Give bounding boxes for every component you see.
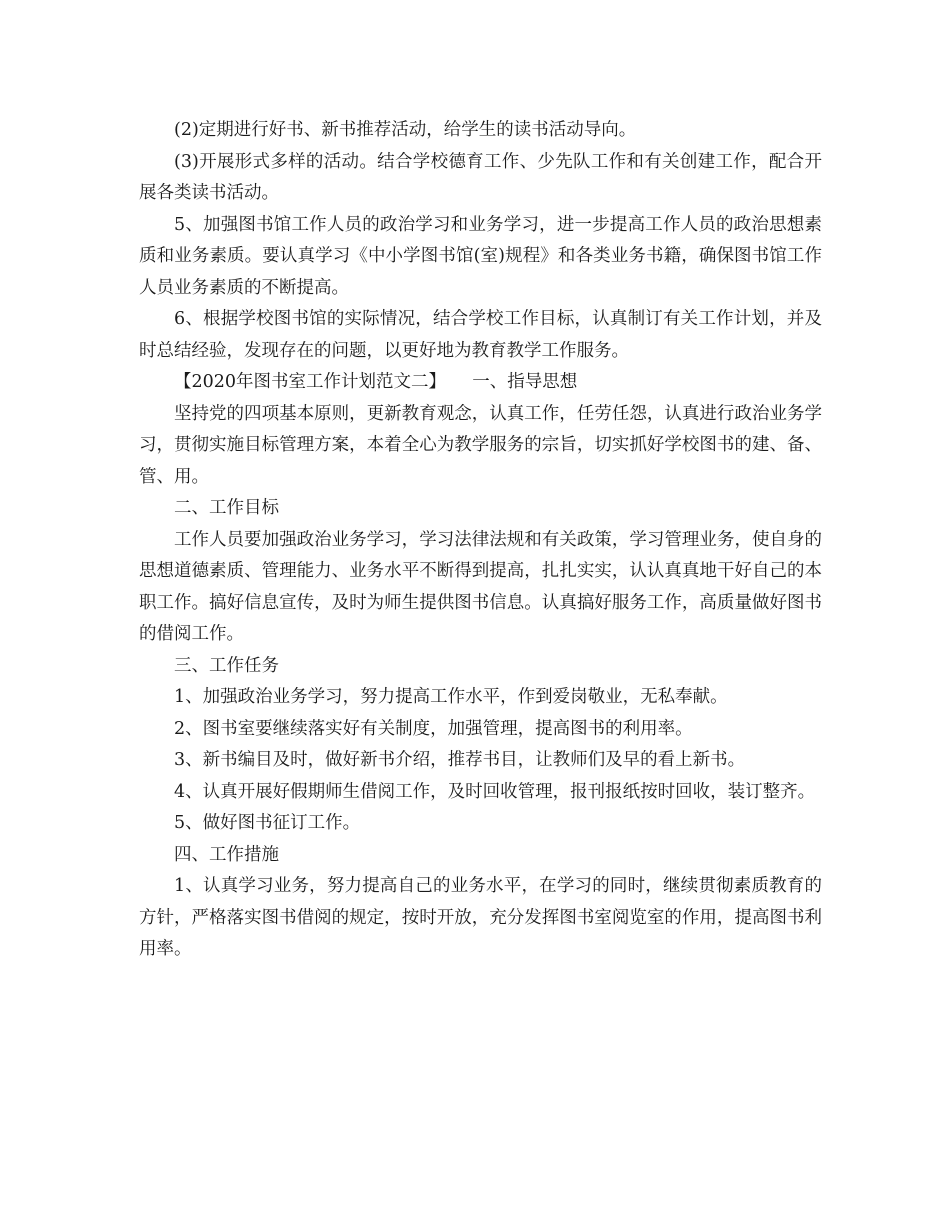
task-item-5: 5、做好图书征订工作。 [174, 813, 361, 833]
paragraph-work-goals: 工作人员要加强政治业务学习，学习法律法规和有关政策，学习管理业务，使自身的思想道德素质、管理能力、业务水平不断得到提高，扎扎实实，认认真真地干好自己的本职工作。搞好信息宣传，及时为师生提供图书信息。认真搞好服务工作，高质量做好图书的借阅工作。 [139, 529, 822, 644]
task-item-3: 3、新书编目及时，做好新书介绍，推荐书目，让教师们及早的看上新书。 [174, 750, 746, 770]
task-item-2: 2、图书室要继续落实好有关制度，加强管理，提高图书的利用率。 [174, 718, 693, 739]
paragraph-3-activities: (3)开展形式多样的活动。结合学校德育工作、少先队工作和有关创建工作，配合开展各类读书活动。 [139, 151, 822, 203]
heading-work-tasks: 三、工作任务 [174, 655, 279, 676]
paragraph-guiding-thought: 坚持党的四项基本原则，更新教育观念，认真工作，任劳任怨，认真进行政治业务学习，贯彻实施目标管理方案，本着全心为教学服务的宗旨，切实抓好学校图书的建、备、管、用。 [139, 403, 822, 487]
paragraph-2-recommend: (2)定期进行好书、新书推荐活动，给学生的读书活动导向。 [174, 120, 637, 140]
paragraph-6-plan: 6、根据学校图书馆的实际情况，结合学校工作目标，认真制订有关工作计划，并及时总结经验，发现存在的问题，以更好地为教育教学工作服务。 [139, 309, 822, 361]
heading-work-goals: 二、工作目标 [174, 498, 279, 518]
heading-work-measures: 四、工作措施 [174, 844, 279, 865]
document-body [139, 115, 822, 966]
measure-item-1: 1、认真学习业务，努力提高自己的业务水平，在学习的同时，继续贯彻素质教育的方针，严格落实图书借阅的规定，按时开放，充分发挥图书室阅览室的作用，提高图书利用率。 [139, 876, 822, 959]
task-item-4: 4、认真开展好假期师生借阅工作，及时回收管理，报刊报纸按时回收，装订整齐。 [174, 781, 816, 802]
paragraph-5-staff-study: 5、加强图书馆工作人员的政治学习和业务学习，进一步提高工作人员的政治思想素质和业务素质。要认真学习《中小学图书馆(室)规程》和各类业务书籍，确保图书馆工作人员业务素质的不断提高。 [139, 214, 822, 298]
task-item-1: 1、加强政治业务学习，努力提高工作水平，作到爱岗敬业，无私奉献。 [174, 687, 728, 707]
section-title-sample-two: 【2020年图书室工作计划范文二】 一、指导思想 [174, 372, 578, 392]
